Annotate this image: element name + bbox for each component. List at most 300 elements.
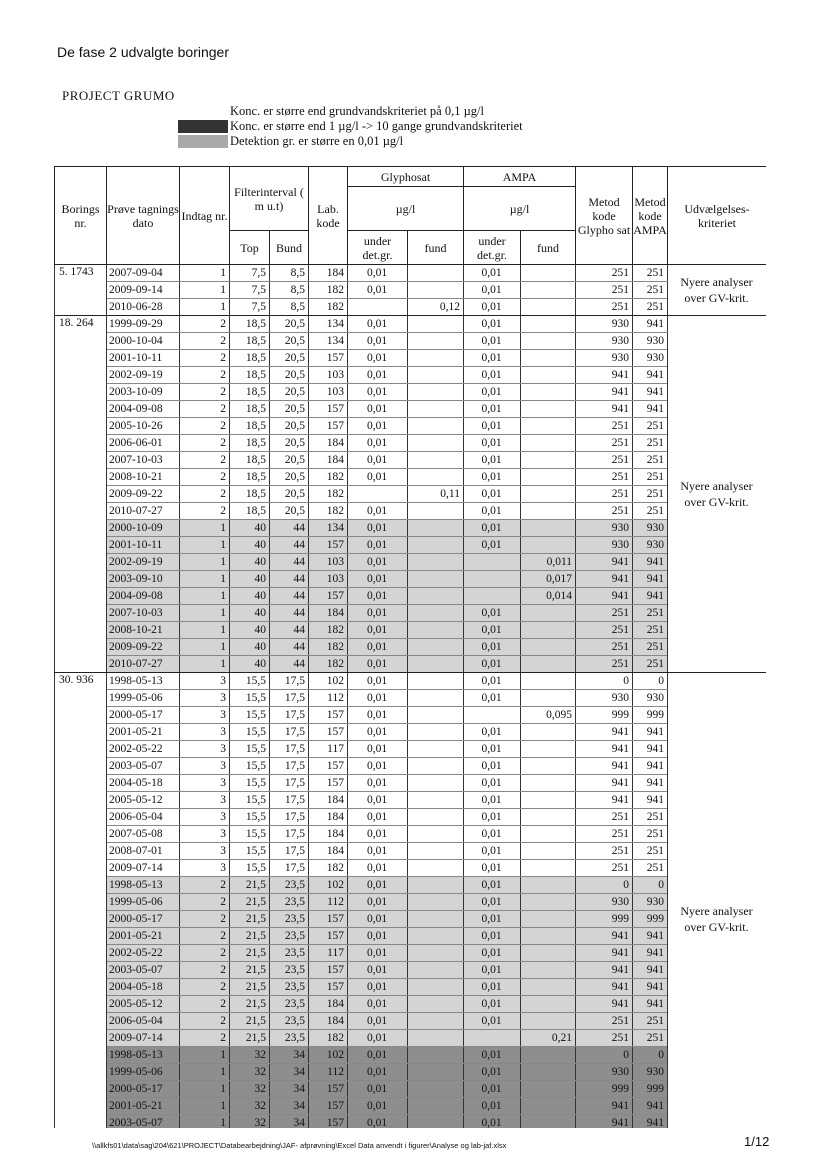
cell-metod-ampa: 251 — [633, 435, 668, 452]
cell-indtag: 3 — [180, 690, 230, 707]
cell-metod-ampa: 941 — [633, 588, 668, 605]
cell-ampa-under: 0,01 — [464, 792, 521, 809]
cell-indtag: 1 — [180, 1081, 230, 1098]
cell-metod-glyphosat: 251 — [576, 860, 633, 877]
table-row — [55, 265, 767, 282]
cell-lab: 157 — [309, 537, 348, 554]
cell-bund: 44 — [270, 605, 309, 622]
cell-glyphosat-under — [348, 299, 408, 316]
cell-glyphosat-under: 0,01 — [348, 605, 408, 622]
cell-indtag: 2 — [180, 1030, 230, 1047]
table-row — [55, 1064, 767, 1081]
cell-lab: 157 — [309, 350, 348, 367]
cell-ampa-fund — [521, 452, 576, 469]
header-glyphosat: Glyphosat — [348, 167, 464, 187]
cell-bund: 20,5 — [270, 469, 309, 486]
cell-glyphosat-under: 0,01 — [348, 367, 408, 384]
cell-ampa-fund — [521, 809, 576, 826]
cell-metod-glyphosat: 941 — [576, 792, 633, 809]
cell-indtag: 1 — [180, 639, 230, 656]
cell-lab: 182 — [309, 282, 348, 299]
cell-ampa-fund — [521, 724, 576, 741]
cell-bund: 20,5 — [270, 384, 309, 401]
cell-glyphosat-under: 0,01 — [348, 928, 408, 945]
cell-top: 21,5 — [230, 962, 270, 979]
cell-top: 21,5 — [230, 877, 270, 894]
cell-glyphosat-fund — [408, 1081, 464, 1098]
cell-glyphosat-under: 0,01 — [348, 724, 408, 741]
legend-text: Konc. er større end 1 µg/l -> 10 gange grundvandskriteriet — [230, 119, 523, 133]
cell-bund: 8,5 — [270, 265, 309, 282]
cell-ampa-under: 0,01 — [464, 945, 521, 962]
cell-indtag: 2 — [180, 316, 230, 333]
cell-lab: 103 — [309, 571, 348, 588]
header-metod-glyphosat: Metod kode Glypho sat — [576, 167, 633, 265]
cell-ampa-fund — [521, 605, 576, 622]
table-row — [55, 962, 767, 979]
cell-glyphosat-fund — [408, 758, 464, 775]
cell-metod-ampa: 941 — [633, 401, 668, 418]
cell-top: 40 — [230, 554, 270, 571]
cell-top: 15,5 — [230, 792, 270, 809]
cell-glyphosat-under: 0,01 — [348, 656, 408, 673]
cell-ampa-fund — [521, 1115, 576, 1129]
cell-metod-glyphosat: 251 — [576, 622, 633, 639]
cell-ampa-fund — [521, 1047, 576, 1064]
cell-glyphosat-under: 0,01 — [348, 384, 408, 401]
cell-lab: 184 — [309, 452, 348, 469]
cell-glyphosat-fund — [408, 554, 464, 571]
cell-ampa-fund — [521, 979, 576, 996]
table-row — [55, 350, 767, 367]
cell-metod-ampa: 251 — [633, 622, 668, 639]
cell-ampa-fund — [521, 486, 576, 503]
cell-metod-ampa: 251 — [633, 1030, 668, 1047]
cell-top: 40 — [230, 571, 270, 588]
cell-glyphosat-under: 0,01 — [348, 1047, 408, 1064]
cell-metod-ampa: 251 — [633, 265, 668, 282]
cell-metod-ampa: 251 — [633, 639, 668, 656]
cell-top: 15,5 — [230, 775, 270, 792]
cell-lab: 112 — [309, 894, 348, 911]
table-row — [55, 690, 767, 707]
table-row — [55, 724, 767, 741]
cell-top: 15,5 — [230, 741, 270, 758]
cell-lab: 103 — [309, 554, 348, 571]
cell-indtag: 3 — [180, 707, 230, 724]
cell-ampa-under: 0,01 — [464, 894, 521, 911]
cell-lab: 112 — [309, 1064, 348, 1081]
cell-metod-glyphosat: 941 — [576, 758, 633, 775]
cell-glyphosat-fund — [408, 826, 464, 843]
cell-udvaelgelses-kriteriet: Nyere analyser over GV-krit. — [668, 265, 766, 316]
cell-ampa-fund — [521, 1098, 576, 1115]
cell-ampa-under — [464, 707, 521, 724]
cell-borings-nr: 30. 936 — [55, 673, 107, 1129]
table-body — [55, 265, 767, 1129]
cell-ampa-under: 0,01 — [464, 962, 521, 979]
cell-date: 2000-10-04 — [107, 333, 180, 350]
cell-metod-glyphosat: 941 — [576, 384, 633, 401]
cell-ampa-under: 0,01 — [464, 282, 521, 299]
cell-bund: 23,5 — [270, 979, 309, 996]
table-row — [55, 367, 767, 384]
cell-bund: 20,5 — [270, 452, 309, 469]
cell-glyphosat-under: 0,01 — [348, 1081, 408, 1098]
cell-metod-glyphosat: 930 — [576, 1064, 633, 1081]
cell-bund: 44 — [270, 571, 309, 588]
cell-glyphosat-fund — [408, 350, 464, 367]
cell-indtag: 1 — [180, 588, 230, 605]
cell-glyphosat-under: 0,01 — [348, 809, 408, 826]
table-row — [55, 503, 767, 520]
cell-lab: 134 — [309, 316, 348, 333]
cell-glyphosat-under: 0,01 — [348, 911, 408, 928]
cell-metod-glyphosat: 941 — [576, 1115, 633, 1129]
cell-glyphosat-fund — [408, 503, 464, 520]
cell-bund: 34 — [270, 1115, 309, 1129]
cell-glyphosat-fund — [408, 588, 464, 605]
cell-bund: 17,5 — [270, 758, 309, 775]
cell-top: 7,5 — [230, 282, 270, 299]
cell-ampa-fund — [521, 911, 576, 928]
cell-metod-ampa: 251 — [633, 1013, 668, 1030]
cell-top: 21,5 — [230, 1030, 270, 1047]
cell-top: 40 — [230, 605, 270, 622]
cell-indtag: 2 — [180, 384, 230, 401]
cell-lab: 157 — [309, 707, 348, 724]
cell-date: 2000-10-09 — [107, 520, 180, 537]
cell-glyphosat-under: 0,01 — [348, 894, 408, 911]
cell-ampa-under: 0,01 — [464, 503, 521, 520]
cell-indtag: 2 — [180, 877, 230, 894]
cell-ampa-under: 0,01 — [464, 486, 521, 503]
cell-bund: 17,5 — [270, 741, 309, 758]
cell-ampa-fund: 0,21 — [521, 1030, 576, 1047]
cell-glyphosat-fund — [408, 860, 464, 877]
cell-date: 1999-05-06 — [107, 690, 180, 707]
cell-ampa-under: 0,01 — [464, 316, 521, 333]
cell-indtag: 1 — [180, 1047, 230, 1064]
cell-metod-glyphosat: 251 — [576, 1030, 633, 1047]
cell-bund: 17,5 — [270, 809, 309, 826]
cell-metod-ampa: 0 — [633, 877, 668, 894]
cell-top: 15,5 — [230, 673, 270, 690]
cell-ampa-under: 0,01 — [464, 401, 521, 418]
table-row — [55, 673, 767, 690]
cell-bund: 44 — [270, 554, 309, 571]
cell-date: 2010-06-28 — [107, 299, 180, 316]
cell-glyphosat-fund — [408, 622, 464, 639]
cell-top: 18,5 — [230, 367, 270, 384]
cell-top: 40 — [230, 639, 270, 656]
cell-lab: 157 — [309, 418, 348, 435]
cell-top: 21,5 — [230, 996, 270, 1013]
cell-metod-glyphosat: 941 — [576, 979, 633, 996]
cell-borings-nr: 18. 264 — [55, 316, 107, 673]
cell-bund: 23,5 — [270, 877, 309, 894]
cell-metod-ampa: 941 — [633, 775, 668, 792]
cell-date: 2007-10-03 — [107, 452, 180, 469]
cell-glyphosat-fund — [408, 945, 464, 962]
cell-metod-glyphosat: 941 — [576, 996, 633, 1013]
cell-top: 15,5 — [230, 707, 270, 724]
cell-glyphosat-under: 0,01 — [348, 690, 408, 707]
table-row — [55, 605, 767, 622]
cell-metod-glyphosat: 0 — [576, 1047, 633, 1064]
cell-top: 18,5 — [230, 469, 270, 486]
cell-bund: 20,5 — [270, 333, 309, 350]
cell-metod-ampa: 941 — [633, 1098, 668, 1115]
table-row — [55, 707, 767, 724]
header-unit-glyphosat: µg/l — [348, 187, 464, 231]
cell-top: 40 — [230, 656, 270, 673]
cell-glyphosat-under: 0,01 — [348, 622, 408, 639]
table-row — [55, 299, 767, 316]
project-label: PROJECT GRUMO — [62, 88, 175, 103]
cell-metod-ampa: 999 — [633, 911, 668, 928]
cell-glyphosat-fund — [408, 537, 464, 554]
cell-ampa-fund — [521, 299, 576, 316]
cell-ampa-under: 0,01 — [464, 605, 521, 622]
cell-lab: 182 — [309, 299, 348, 316]
cell-top: 40 — [230, 622, 270, 639]
cell-ampa-fund — [521, 469, 576, 486]
cell-metod-glyphosat: 941 — [576, 962, 633, 979]
table-row — [55, 486, 767, 503]
cell-metod-glyphosat: 251 — [576, 639, 633, 656]
cell-glyphosat-fund — [408, 384, 464, 401]
cell-ampa-under: 0,01 — [464, 741, 521, 758]
cell-ampa-fund — [521, 928, 576, 945]
cell-metod-glyphosat: 941 — [576, 775, 633, 792]
table-row — [55, 792, 767, 809]
cell-ampa-fund — [521, 384, 576, 401]
cell-lab: 184 — [309, 265, 348, 282]
cell-date: 2008-10-21 — [107, 469, 180, 486]
cell-lab: 182 — [309, 503, 348, 520]
cell-glyphosat-fund — [408, 792, 464, 809]
cell-glyphosat-under: 0,01 — [348, 469, 408, 486]
cell-ampa-under: 0,01 — [464, 656, 521, 673]
cell-bund: 23,5 — [270, 945, 309, 962]
cell-glyphosat-under: 0,01 — [348, 860, 408, 877]
header-borings: Borings nr. — [55, 167, 107, 265]
cell-metod-glyphosat: 251 — [576, 435, 633, 452]
cell-metod-glyphosat: 941 — [576, 724, 633, 741]
cell-date: 2003-05-07 — [107, 962, 180, 979]
cell-glyphosat-fund — [408, 520, 464, 537]
cell-metod-glyphosat: 941 — [576, 367, 633, 384]
cell-metod-glyphosat: 999 — [576, 707, 633, 724]
cell-glyphosat-under: 0,01 — [348, 554, 408, 571]
cell-metod-ampa: 251 — [633, 469, 668, 486]
cell-ampa-fund — [521, 418, 576, 435]
cell-bund: 17,5 — [270, 860, 309, 877]
cell-glyphosat-fund — [408, 1098, 464, 1115]
cell-glyphosat-under: 0,01 — [348, 418, 408, 435]
cell-lab: 182 — [309, 486, 348, 503]
cell-lab: 157 — [309, 724, 348, 741]
cell-date: 2009-07-14 — [107, 1030, 180, 1047]
legend-text: Konc. er større end grundvandskriteriet på 0,1 µg/l — [230, 104, 485, 118]
cell-glyphosat-fund — [408, 316, 464, 333]
cell-date: 1998-05-13 — [107, 877, 180, 894]
table-row — [55, 1115, 767, 1129]
cell-ampa-fund: 0,011 — [521, 554, 576, 571]
cell-indtag: 2 — [180, 1013, 230, 1030]
cell-lab: 182 — [309, 469, 348, 486]
cell-ampa-fund — [521, 1064, 576, 1081]
cell-metod-ampa: 251 — [633, 418, 668, 435]
cell-lab: 134 — [309, 520, 348, 537]
cell-date: 2001-10-11 — [107, 350, 180, 367]
cell-date: 2004-05-18 — [107, 775, 180, 792]
cell-bund: 20,5 — [270, 486, 309, 503]
cell-lab: 184 — [309, 605, 348, 622]
cell-top: 21,5 — [230, 911, 270, 928]
table-row — [55, 775, 767, 792]
cell-metod-glyphosat: 251 — [576, 299, 633, 316]
cell-top: 32 — [230, 1047, 270, 1064]
cell-date: 2000-05-17 — [107, 1081, 180, 1098]
cell-lab: 184 — [309, 826, 348, 843]
cell-indtag: 3 — [180, 775, 230, 792]
cell-metod-ampa: 941 — [633, 962, 668, 979]
cell-ampa-fund — [521, 537, 576, 554]
cell-glyphosat-fund — [408, 775, 464, 792]
cell-top: 40 — [230, 588, 270, 605]
cell-indtag: 2 — [180, 452, 230, 469]
cell-glyphosat-under: 0,01 — [348, 1013, 408, 1030]
cell-ampa-fund — [521, 860, 576, 877]
cell-indtag: 3 — [180, 741, 230, 758]
cell-metod-glyphosat: 930 — [576, 316, 633, 333]
cell-glyphosat-fund — [408, 435, 464, 452]
cell-bund: 20,5 — [270, 401, 309, 418]
cell-glyphosat-under: 0,01 — [348, 758, 408, 775]
table-row — [55, 809, 767, 826]
table-row — [55, 979, 767, 996]
cell-glyphosat-under: 0,01 — [348, 843, 408, 860]
cell-metod-ampa: 930 — [633, 520, 668, 537]
cell-metod-ampa: 251 — [633, 486, 668, 503]
cell-metod-ampa: 941 — [633, 571, 668, 588]
cell-bund: 20,5 — [270, 418, 309, 435]
table-row — [55, 1098, 767, 1115]
cell-metod-ampa: 0 — [633, 673, 668, 690]
cell-bund: 23,5 — [270, 911, 309, 928]
cell-bund: 20,5 — [270, 503, 309, 520]
table-row — [55, 911, 767, 928]
cell-date: 2010-07-27 — [107, 656, 180, 673]
cell-bund: 34 — [270, 1098, 309, 1115]
cell-indtag: 2 — [180, 401, 230, 418]
cell-metod-glyphosat: 251 — [576, 469, 633, 486]
cell-lab: 103 — [309, 384, 348, 401]
cell-glyphosat-fund — [408, 894, 464, 911]
cell-bund: 20,5 — [270, 316, 309, 333]
cell-ampa-fund — [521, 435, 576, 452]
cell-metod-glyphosat: 930 — [576, 537, 633, 554]
table-row — [55, 741, 767, 758]
footer-file-path: \\allkfs01\data\sag\204\621\PROJECT\Databearbejdning\JAF- afprøvning\Excel Data anvendt i figurer\Analyse og lab-jaf.xlsx — [92, 1141, 507, 1150]
cell-ampa-fund: 0,014 — [521, 588, 576, 605]
table-row — [55, 316, 767, 333]
cell-date: 2005-05-12 — [107, 996, 180, 1013]
cell-bund: 23,5 — [270, 928, 309, 945]
cell-lab: 182 — [309, 860, 348, 877]
cell-ampa-under: 0,01 — [464, 1047, 521, 1064]
cell-ampa-under: 0,01 — [464, 350, 521, 367]
cell-glyphosat-fund — [408, 1030, 464, 1047]
cell-ampa-fund — [521, 758, 576, 775]
cell-ampa-under — [464, 571, 521, 588]
cell-indtag: 2 — [180, 911, 230, 928]
cell-ampa-fund — [521, 520, 576, 537]
cell-bund: 23,5 — [270, 962, 309, 979]
cell-glyphosat-fund — [408, 656, 464, 673]
cell-ampa-under — [464, 554, 521, 571]
cell-metod-ampa: 0 — [633, 1047, 668, 1064]
cell-metod-glyphosat: 941 — [576, 1098, 633, 1115]
cell-date: 2009-09-22 — [107, 639, 180, 656]
cell-lab: 184 — [309, 792, 348, 809]
table-row — [55, 571, 767, 588]
cell-metod-ampa: 251 — [633, 605, 668, 622]
cell-indtag: 2 — [180, 945, 230, 962]
cell-lab: 182 — [309, 1030, 348, 1047]
cell-metod-glyphosat: 251 — [576, 418, 633, 435]
cell-ampa-under: 0,01 — [464, 877, 521, 894]
cell-bund: 23,5 — [270, 1013, 309, 1030]
cell-glyphosat-fund — [408, 962, 464, 979]
cell-glyphosat-under: 0,01 — [348, 1064, 408, 1081]
header-ampa-under: under det.gr. — [464, 231, 521, 265]
cell-ampa-under: 0,01 — [464, 1098, 521, 1115]
cell-top: 15,5 — [230, 724, 270, 741]
cell-date: 2002-05-22 — [107, 741, 180, 758]
cell-top: 21,5 — [230, 928, 270, 945]
cell-metod-ampa: 251 — [633, 299, 668, 316]
cell-ampa-under: 0,01 — [464, 979, 521, 996]
cell-glyphosat-under — [348, 486, 408, 503]
cell-glyphosat-fund — [408, 1115, 464, 1129]
legend-text: Detektion gr. er større en 0,01 µg/l — [230, 134, 404, 148]
cell-glyphosat-fund — [408, 469, 464, 486]
cell-metod-glyphosat: 251 — [576, 605, 633, 622]
cell-lab: 182 — [309, 639, 348, 656]
cell-lab: 157 — [309, 1115, 348, 1129]
results-table — [54, 166, 766, 1128]
cell-lab: 157 — [309, 928, 348, 945]
cell-bund: 17,5 — [270, 673, 309, 690]
table-row — [55, 826, 767, 843]
cell-glyphosat-under: 0,01 — [348, 452, 408, 469]
header-top: Top — [230, 231, 270, 265]
cell-date: 2001-05-21 — [107, 724, 180, 741]
cell-glyphosat-fund — [408, 265, 464, 282]
table-row — [55, 1081, 767, 1098]
legend-swatch-white — [178, 105, 228, 118]
header-ampa-fund: fund — [521, 231, 576, 265]
cell-glyphosat-fund — [408, 741, 464, 758]
cell-indtag: 3 — [180, 724, 230, 741]
cell-ampa-under: 0,01 — [464, 690, 521, 707]
header-ampa: AMPA — [464, 167, 576, 187]
cell-glyphosat-under: 0,01 — [348, 792, 408, 809]
cell-date: 2004-09-08 — [107, 588, 180, 605]
